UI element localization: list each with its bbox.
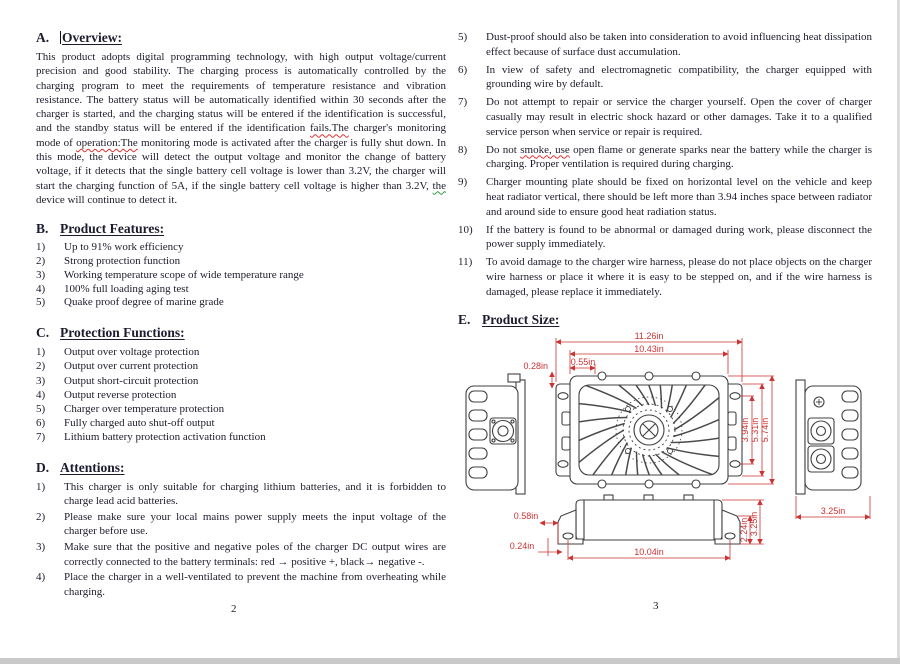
- list-item-text: Do not smoke, use open flame or generate sparks near the battery while the charger is charging. Proper ventilation is required during charging.: [486, 143, 873, 171]
- list-item-number: 7): [458, 96, 468, 109]
- list-item: [458, 223, 872, 253]
- dim-bottom-width: 10.04in: [634, 547, 664, 557]
- dim-front-height-outer: 3.25in: [749, 511, 759, 537]
- list-item-number: 5): [458, 31, 468, 43]
- list-item-number: 4): [36, 388, 46, 401]
- list-item-number: 6): [458, 63, 468, 76]
- section-attentions: [36, 460, 446, 600]
- list-item-text: Charger over temperature protection: [64, 403, 225, 416]
- section-title: Product Features:: [60, 221, 165, 237]
- list-item-number: 8): [458, 143, 468, 156]
- dim-top-inner-width: 10.43in: [634, 344, 664, 354]
- list-item-number: 6): [36, 417, 46, 430]
- list-item-text: Output short-circuit protection: [64, 374, 199, 387]
- page-number-right: 3: [653, 600, 659, 612]
- section-heading-overview: [36, 30, 446, 46]
- dim-screw-offset: 0.55in: [570, 357, 596, 367]
- list-item-text: In view of safety and electromagnetic compatibility, the charger equipped with grounding wire by default.: [486, 63, 872, 91]
- list-item-text: Working temperature scope of wide temperature range: [64, 268, 304, 281]
- list-item: [36, 359, 446, 373]
- overview-paragraph: This product adopts digital programming technology, with high output voltage/current precision and good stability. The charging process is automatically controlled by the charging program to meet the requirements of temperature resistance and vibration resistance. The battery status will be automatically identified within 30 seconds after the charger is started, and the charging status will be entered if the identification is successful, and the standby status will be entered if the identification fails.The charger's monitoring mode of operation:The monitoring mode is activated after the charger is fully shut down. In this mode, the device will detect the output voltage and monitor the change of battery voltage, if it detects that the single battery cell voltage is lower than 3.2V, the charger will start the charging function of 5A, if the single battery cell voltage is higher than 3.2V, the device will continue to detect it.: [36, 51, 446, 206]
- dim-front-height-inner: 2.24in: [739, 517, 749, 543]
- section-product-features: [36, 221, 446, 310]
- list-item-text: Please make sure your local mains power supply meets the input voltage of the charger before use.: [64, 510, 446, 538]
- list-item-number: 1): [36, 241, 46, 254]
- section-title: Attentions:: [60, 459, 125, 475]
- left-side-view: [466, 374, 525, 494]
- list-item-text: Place the charger in a well-ventilated to prevent the machine from overheating while charging.: [64, 571, 446, 598]
- list-item-text: Output reverse protection: [64, 388, 177, 401]
- list-item-text: Charger mounting plate should be fixed on horizontal level on the vehicle and keep heat radiator vertical, there should be left more than 3.94 inches space between radiator and around side to ensure good heat radiation status.: [486, 176, 872, 218]
- text-cursor: [60, 31, 61, 44]
- list-item-text: Fully charged auto shut-off output: [64, 417, 215, 430]
- list-item-text: Do not attempt to repair or service the charger yourself. Open the cover of charger casually may result in electric shock hazard or other damages. Take it to a qualified service person when service or repair is required.: [486, 96, 872, 138]
- list-item-number: 3): [36, 541, 46, 554]
- list-item-text: Make sure that the positive and negative poles of the charger DC output wires are correctly connected to the battery terminals: red → positive +, black→ negative -.: [64, 541, 446, 568]
- list-item-text: Output over voltage protection: [64, 346, 200, 359]
- page-right: [458, 30, 872, 332]
- list-item: [458, 143, 872, 173]
- list-item-number: 4): [36, 282, 46, 295]
- list-item: [36, 374, 446, 388]
- section-label: D.: [36, 459, 50, 475]
- list-item-text: If the battery is found to be abnormal or damaged during work, please disconnect the power supply immediately.: [486, 223, 872, 251]
- list-item: [36, 570, 446, 599]
- list-item: [36, 416, 446, 430]
- list-item-text: 100% full loading aging test: [64, 282, 189, 295]
- list-item-number: 1): [36, 480, 46, 493]
- list-item-number: 10): [458, 223, 473, 236]
- page-left: [36, 30, 446, 600]
- list-item: [458, 255, 872, 299]
- list-item-number: 3): [36, 374, 46, 387]
- section-label: E.: [458, 311, 471, 327]
- dim-body-height: 5.74in: [760, 417, 770, 443]
- section-product-size: [458, 312, 872, 328]
- list-item: [36, 255, 446, 269]
- section-label: C.: [36, 325, 50, 341]
- attentions-continued-list: [458, 30, 872, 300]
- list-item: [458, 175, 872, 219]
- product-size-drawing: [452, 328, 888, 594]
- list-item-number: 9): [458, 176, 468, 189]
- list-item-number: 3): [36, 268, 46, 281]
- section-title: Protection Functions:: [60, 325, 185, 341]
- list-item-number: 7): [36, 431, 46, 444]
- section-title: Overview:: [62, 30, 122, 45]
- list-item-number: 2): [36, 360, 46, 373]
- list-item-number: 4): [36, 571, 46, 584]
- list-item: [458, 63, 872, 93]
- list-item-text: Up to 91% work efficiency: [64, 241, 184, 254]
- dim-hole-spacing-height: 3.94in: [740, 417, 750, 443]
- attentions-list: [36, 480, 446, 600]
- section-overview: [36, 30, 446, 207]
- section-heading-features: [36, 221, 446, 237]
- list-item-number: 5): [36, 403, 46, 416]
- dim-flange-gap: 0.28in: [523, 361, 548, 371]
- section-protection-functions: [36, 325, 446, 444]
- front-view: [558, 495, 740, 544]
- list-item-number: 5): [36, 296, 46, 309]
- list-item: [458, 95, 872, 139]
- list-item-number: 2): [36, 255, 46, 268]
- list-item-text: Dust-proof should also be taken into consideration to avoid influencing heat dissipation effect because of surface dust accumulation.: [486, 31, 872, 58]
- dim-hole-offset: 0.24in: [509, 541, 535, 551]
- page-number-left: 2: [231, 603, 237, 615]
- list-item-text: Strong protection function: [64, 255, 181, 268]
- dim-flange-height: 5.31in: [750, 417, 760, 443]
- section-heading-product-size: [458, 312, 872, 328]
- list-item-text: Output over current protection: [64, 360, 199, 373]
- list-item: [36, 540, 446, 569]
- list-item: [36, 480, 446, 509]
- list-item: [36, 269, 446, 283]
- list-item-number: 2): [36, 510, 46, 523]
- list-item: [36, 296, 446, 310]
- sheet-edge-bottom: [0, 658, 900, 664]
- dim-top-outer-width: 11.26in: [634, 331, 664, 341]
- section-label: A.: [36, 30, 50, 45]
- right-side-view: [796, 380, 861, 494]
- list-item: [36, 510, 446, 539]
- list-item: [36, 430, 446, 444]
- section-label: B.: [36, 221, 49, 237]
- dim-bracket-offset: 0.58in: [513, 511, 539, 521]
- list-item-text: Lithium battery protection activation function: [64, 431, 266, 444]
- list-item-text: Quake proof degree of marine grade: [64, 296, 224, 309]
- list-item: [36, 283, 446, 297]
- list-item: [36, 388, 446, 402]
- list-item: [36, 345, 446, 359]
- list-item-number: 1): [36, 346, 46, 359]
- list-item: [36, 402, 446, 416]
- list-item: [36, 241, 446, 255]
- section-title: Product Size:: [482, 311, 560, 327]
- section-heading-protection: [36, 325, 446, 341]
- product-features-list: [36, 241, 446, 310]
- list-item-text: To avoid damage to the charger wire harness, please do not place objects on the charger wire harness or place it where it is easy to be stepped on, and if the wire harness is damaged, please replace it immediately.: [486, 256, 872, 298]
- list-item: [458, 30, 872, 60]
- list-item-text: This charger is only suitable for charging lithium batteries, and it is forbidden to charge lead acid batteries.: [64, 480, 446, 508]
- dim-side-depth: 3.25in: [820, 506, 846, 516]
- protection-functions-list: [36, 345, 446, 444]
- list-item-number: 11): [458, 256, 473, 269]
- section-heading-attentions: [36, 460, 446, 476]
